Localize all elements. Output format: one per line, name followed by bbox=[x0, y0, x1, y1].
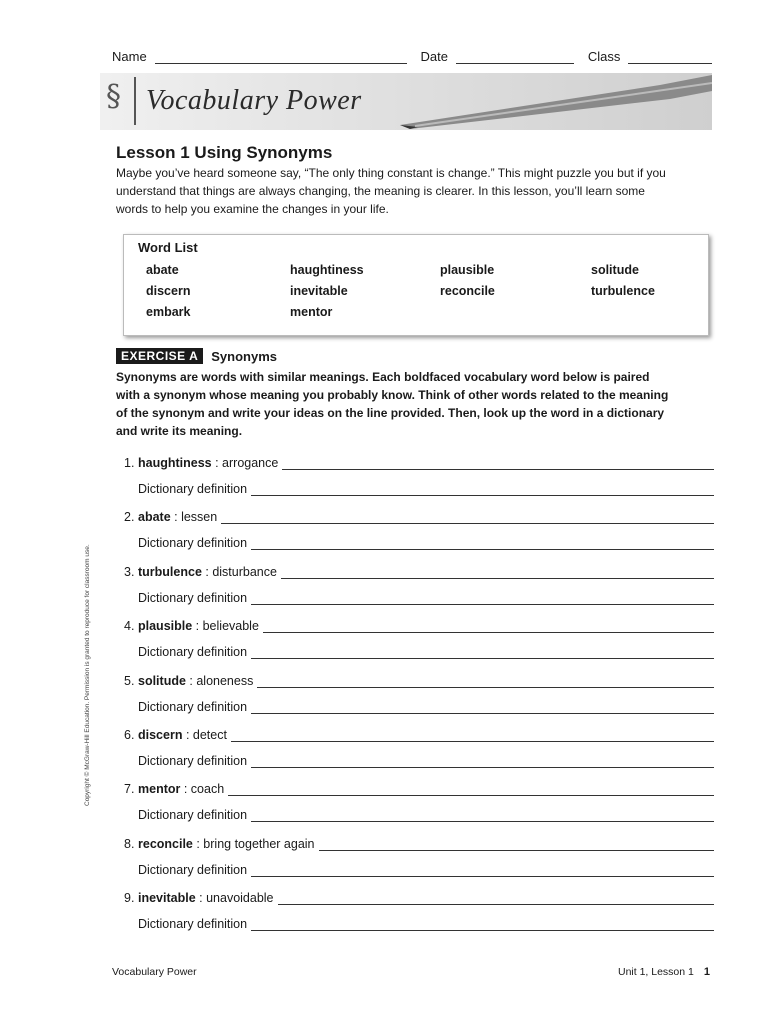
class-label: Class bbox=[587, 49, 621, 64]
definition-row bbox=[138, 859, 714, 877]
definition-answer-line[interactable] bbox=[251, 809, 714, 822]
definition-answer-line[interactable] bbox=[251, 537, 714, 550]
exercise-item bbox=[124, 887, 714, 905]
item-number: 8. bbox=[124, 837, 135, 851]
exercise-label: Synonyms bbox=[211, 348, 277, 364]
definition-label: Dictionary definition bbox=[138, 482, 248, 496]
header-fields bbox=[112, 46, 712, 64]
definition-label: Dictionary definition bbox=[138, 917, 248, 931]
synonym-answer-line[interactable] bbox=[228, 783, 714, 796]
item-synonym: : disturbance bbox=[201, 565, 277, 579]
definition-answer-line[interactable] bbox=[251, 701, 714, 714]
lesson-title: Lesson 1 Using Synonyms bbox=[116, 143, 333, 162]
word-list-item: embark bbox=[146, 305, 191, 319]
item-term: abate bbox=[138, 510, 171, 524]
item-number: 5. bbox=[124, 674, 135, 688]
definition-row bbox=[138, 532, 714, 550]
word-list-title: Word List bbox=[138, 240, 198, 255]
exercise-heading bbox=[116, 347, 277, 365]
definition-label: Dictionary definition bbox=[138, 645, 248, 659]
banner-divider bbox=[134, 77, 136, 125]
definition-row bbox=[138, 750, 714, 768]
item-number: 6. bbox=[124, 728, 135, 742]
definition-answer-line[interactable] bbox=[251, 918, 714, 931]
definition-answer-line[interactable] bbox=[251, 646, 714, 659]
item-synonym: : lessen bbox=[170, 510, 218, 524]
item-number: 3. bbox=[124, 565, 135, 579]
definition-label: Dictionary definition bbox=[138, 863, 248, 877]
synonym-answer-line[interactable] bbox=[221, 511, 714, 524]
synonym-answer-line[interactable] bbox=[281, 566, 714, 579]
item-number: 4. bbox=[124, 619, 135, 633]
item-term: solitude bbox=[138, 674, 186, 688]
exercise-item bbox=[124, 615, 714, 633]
word-list-item: reconcile bbox=[440, 284, 495, 298]
footer-title: Vocabulary Power bbox=[112, 966, 197, 978]
item-term: reconcile bbox=[138, 837, 193, 851]
definition-answer-line[interactable] bbox=[251, 592, 714, 605]
definition-label: Dictionary definition bbox=[138, 754, 248, 768]
exercise-item bbox=[124, 452, 714, 470]
word-list-item: mentor bbox=[290, 305, 333, 319]
item-term: haughtiness bbox=[138, 456, 212, 470]
item-synonym: : aloneness bbox=[185, 674, 254, 688]
name-label: Name bbox=[112, 49, 147, 64]
item-synonym: : coach bbox=[180, 782, 225, 796]
synonym-answer-line[interactable] bbox=[319, 838, 714, 851]
synonym-answer-line[interactable] bbox=[231, 729, 714, 742]
scroll-ornament-icon: § bbox=[106, 79, 121, 114]
word-list-item: turbulence bbox=[591, 284, 655, 298]
item-term: turbulence bbox=[138, 565, 202, 579]
word-list-item: inevitable bbox=[290, 284, 348, 298]
word-list-item: discern bbox=[146, 284, 191, 298]
item-number: 7. bbox=[124, 782, 135, 796]
exercise-badge: EXERCISE A bbox=[116, 348, 203, 364]
copyright-notice: Copyright © McGraw-Hill Education. Permission is granted to reproduce for classroom use. bbox=[84, 544, 91, 806]
synonym-answer-line[interactable] bbox=[282, 457, 714, 470]
item-synonym: : detect bbox=[182, 728, 227, 742]
exercise-item bbox=[124, 778, 714, 796]
definition-row bbox=[138, 804, 714, 822]
definition-label: Dictionary definition bbox=[138, 536, 248, 550]
item-synonym: : arrogance bbox=[211, 456, 279, 470]
item-number: 2. bbox=[124, 510, 135, 524]
exercise-item bbox=[124, 561, 714, 579]
synonym-answer-line[interactable] bbox=[257, 675, 714, 688]
word-list-item: plausible bbox=[440, 263, 495, 277]
definition-row bbox=[138, 913, 714, 931]
item-synonym: : believable bbox=[192, 619, 259, 633]
lesson-intro: Maybe you’ve heard someone say, “The only thing constant is change.” This might puzzle you but if you understand that things are always changing, the meaning is clearer. In this lesson, you’ll learn some words to help you examine the changes in your life. bbox=[116, 166, 666, 216]
definition-row bbox=[138, 696, 714, 714]
synonym-answer-line[interactable] bbox=[263, 620, 714, 633]
exercise-item bbox=[124, 724, 714, 742]
definition-answer-line[interactable] bbox=[251, 483, 714, 496]
date-field[interactable] bbox=[456, 51, 574, 64]
definition-label: Dictionary definition bbox=[138, 808, 248, 822]
word-list-item: solitude bbox=[591, 263, 639, 277]
item-number: 9. bbox=[124, 891, 135, 905]
word-list-box bbox=[123, 234, 709, 336]
synonym-answer-line[interactable] bbox=[278, 892, 714, 905]
item-number: 1. bbox=[124, 456, 135, 470]
footer-unit bbox=[618, 966, 710, 978]
word-list-item: haughtiness bbox=[290, 263, 364, 277]
item-term: discern bbox=[138, 728, 183, 742]
definition-answer-line[interactable] bbox=[251, 755, 714, 768]
definition-row bbox=[138, 478, 714, 496]
banner bbox=[100, 73, 712, 130]
class-field[interactable] bbox=[628, 51, 712, 64]
item-term: inevitable bbox=[138, 891, 196, 905]
exercise-item bbox=[124, 670, 714, 688]
definition-row bbox=[138, 641, 714, 659]
date-label: Date bbox=[420, 49, 448, 64]
exercise-item bbox=[124, 833, 714, 851]
exercise-instructions: Synonyms are words with similar meanings. Each boldfaced vocabulary word below is paired with a synonym whose meaning you probably know. Think of other words related to the meaning of the synonym and write your ideas on the line provided. Then, look up the word in a dictionary and write its meaning. bbox=[116, 370, 669, 438]
name-field[interactable] bbox=[155, 51, 407, 64]
word-list-item: abate bbox=[146, 263, 179, 277]
exercise-item bbox=[124, 506, 714, 524]
footer-unit-label: Unit 1, Lesson 1 bbox=[617, 966, 694, 978]
definition-answer-line[interactable] bbox=[251, 864, 714, 877]
item-synonym: : unavoidable bbox=[195, 891, 274, 905]
item-synonym: : bring together again bbox=[192, 837, 315, 851]
banner-title: Vocabulary Power bbox=[146, 85, 362, 116]
definition-label: Dictionary definition bbox=[138, 700, 248, 714]
item-term: mentor bbox=[138, 782, 181, 796]
page-number: 1 bbox=[703, 966, 710, 978]
item-term: plausible bbox=[138, 619, 193, 633]
definition-label: Dictionary definition bbox=[138, 591, 248, 605]
definition-row bbox=[138, 587, 714, 605]
